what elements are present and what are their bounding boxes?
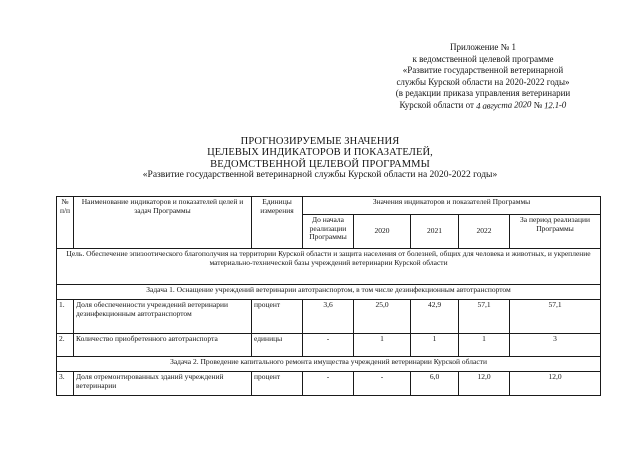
appendix-line-1: Приложение № 1 [450, 42, 516, 52]
row-3-2022: 12,0 [459, 372, 510, 396]
row-3-period: 12,0 [510, 372, 601, 396]
header-2020: 2020 [354, 215, 411, 249]
row-3-name: Доля отремонтированных зданий учреждений ветеринарии [74, 372, 252, 396]
row-2-2022: 1 [459, 334, 510, 357]
title-line-2: ЦЕЛЕВЫХ ИНДИКАТОРОВ И ПОКАЗАТЕЛЕЙ, [207, 147, 433, 159]
row-2-period: 3 [510, 334, 601, 357]
row-2-unit: единицы [252, 334, 303, 357]
handwritten-number: 12.1-0 [544, 99, 567, 111]
table-row [57, 334, 601, 357]
row-2-name: Количество приобретенного автотранспорта [74, 334, 252, 357]
header-num: № п/п [57, 197, 74, 249]
row-1-unit: процент [252, 300, 303, 334]
header-before: До начала реализации Программы [303, 215, 354, 249]
header-2021: 2021 [411, 215, 459, 249]
row-2-2021: 1 [411, 334, 459, 357]
title-line-4: «Развитие государственной ветеринарной службы Курской области на 2020-2022 годы» [142, 170, 498, 181]
header-name: Наименование индикаторов и показателей целей и задач Программы [74, 197, 252, 249]
appendix-line-5: (в редакции приказа управления ветеринарии [395, 88, 571, 99]
row-1-2022: 57,1 [459, 300, 510, 334]
row-1-2021: 42,9 [411, 300, 459, 334]
row-3-num: 3. [57, 372, 74, 396]
row-1-name: Доля обеспеченности учреждений ветеринарии дезинфекционным автотранспортом [74, 300, 252, 334]
row-1-period: 57,1 [510, 300, 601, 334]
task-1-row: Задача 1. Оснащение учреждений ветеринарии автотранспортом, в том числе дезинфекционным автотранспортом [57, 285, 601, 300]
row-3-before: - [303, 372, 354, 396]
row-3-2020: - [354, 372, 411, 396]
row-1-2020: 25,0 [354, 300, 411, 334]
appendix-line-3: «Развитие государственной ветеринарной [402, 65, 564, 76]
title-line-1: ПРОГНОЗИРУЕМЫЕ ЗНАЧЕНИЯ [240, 136, 400, 147]
row-1-before: 3,6 [303, 300, 354, 334]
header-values-group: Значения индикаторов и показателей Программы [303, 197, 601, 215]
table-row [57, 300, 601, 334]
goal-row: Цель. Обеспечение эпизоотического благополучия на территории Курской области и защита населения от болезней, общих для человека и животных, и укрепление материально-технической базы учреждений ветеринарии Курской области [57, 249, 601, 285]
appendix-line-4: службы Курской области на 2020-2022 годы» [396, 76, 570, 87]
table-row [57, 372, 601, 396]
row-2-2020: 1 [354, 334, 411, 357]
appendix-date-prefix: Курской области от [399, 99, 474, 110]
row-2-num: 2. [57, 334, 74, 357]
document-title [110, 136, 530, 182]
header-unit: Единицы измерения [252, 197, 303, 249]
task-2-row: Задача 2. Проведение капитального ремонта имущества учреждений ветеринарии Курской области [57, 357, 601, 372]
header-2022: 2022 [459, 215, 510, 249]
handwritten-date: 4 августа 2020 [475, 99, 532, 111]
row-3-2021: 6,0 [411, 372, 459, 396]
appendix-number-label: № [533, 99, 543, 110]
row-1-num: 1. [57, 300, 74, 334]
row-3-unit: процент [252, 372, 303, 396]
header-period: За период реализации Программы [510, 215, 601, 249]
appendix-line-6 [368, 100, 598, 112]
title-line-3: ВЕДОМСТВЕННОЙ ЦЕЛЕВОЙ ПРОГРАММЫ [210, 158, 430, 170]
indicators-table [56, 196, 601, 396]
appendix-block [368, 42, 598, 112]
appendix-line-2: к ведомственной целевой программе [412, 53, 554, 64]
row-2-before: - [303, 334, 354, 357]
